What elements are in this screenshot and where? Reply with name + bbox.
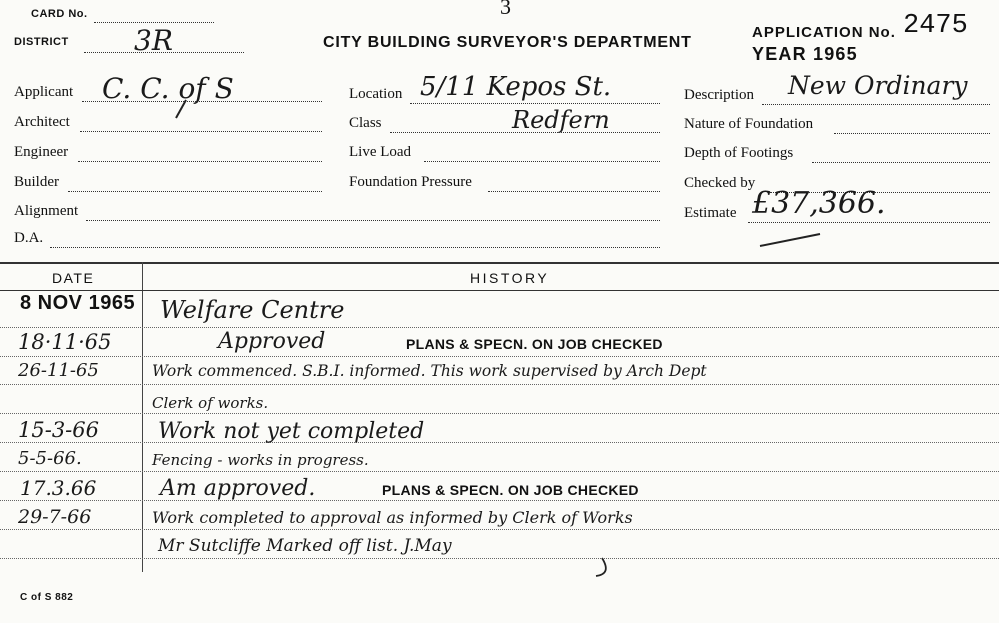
top-mark: 3: [500, 0, 511, 19]
alignment-label: Alignment: [14, 203, 79, 219]
history-entry-stamp: PLANS & SPECN. ON JOB CHECKED: [406, 336, 663, 352]
location-label: Location: [349, 86, 403, 102]
history-entry-text: Work not yet completed: [158, 419, 425, 444]
description-label: Description: [684, 87, 754, 103]
department-title: CITY BUILDING SURVEYOR'S DEPARTMENT: [323, 34, 692, 51]
location-value-2: Redfern: [512, 106, 610, 134]
builder-label: Builder: [14, 174, 59, 190]
history-entry-text: Am approved.: [160, 476, 316, 501]
history-entry-stamp: PLANS & SPECN. ON JOB CHECKED: [382, 482, 639, 498]
history-entry-text: Clerk of works.: [152, 394, 269, 412]
history-entry-date: 18·11·65: [18, 330, 112, 354]
history-entry-date: 17.3.66: [20, 476, 97, 500]
history-entry-text: Work commenced. S.B.I. informed. This work supervised by Arch Dept: [152, 362, 707, 380]
history-entry-text: Mr Sutcliffe Marked off list. J.May: [158, 536, 452, 556]
history-entry-date: 29-7-66: [18, 506, 92, 528]
application-label: APPLICATION No.: [752, 24, 896, 41]
checked-by-label: Checked by: [684, 175, 756, 191]
applicant-value: C. C. of S: [102, 72, 234, 105]
district-value: 3R: [134, 24, 173, 57]
architect-label: Architect: [14, 114, 70, 130]
location-value: 5/11 Kepos St.: [420, 72, 612, 102]
application-number: 2475: [903, 11, 968, 41]
history-entry-date: 15-3-66: [18, 418, 99, 442]
class-label: Class: [349, 115, 382, 131]
form-code: C of S 882: [20, 592, 74, 603]
history-entry-date: 5-5-66.: [18, 448, 82, 469]
live-load-label: Live Load: [349, 144, 412, 160]
nature-of-foundation-label: Nature of Foundation: [684, 116, 814, 132]
district-label: DISTRICT: [14, 36, 69, 48]
depth-of-footings-label: Depth of Footings: [684, 145, 794, 161]
history-entry-text: Work completed to approval as informed by Clerk of Works: [152, 508, 633, 527]
card-no-label: CARD No.: [31, 8, 88, 20]
year-label: YEAR 1965: [752, 44, 858, 64]
estimate-label: Estimate: [684, 205, 737, 221]
da-label: D.A.: [14, 230, 44, 246]
history-entry-text: Approved: [218, 329, 326, 354]
foundation-pressure-label: Foundation Pressure: [349, 174, 472, 190]
history-entry-date: 26-11-65: [18, 360, 99, 381]
history-date-stamp: 8 NOV 1965: [20, 292, 136, 314]
history-entry-text: Welfare Centre: [160, 296, 345, 324]
applicant-label: Applicant: [14, 84, 74, 100]
date-heading: DATE: [52, 270, 95, 286]
history-entry-text: Fencing - works in progress.: [152, 451, 369, 469]
history-heading: HISTORY: [470, 270, 550, 286]
estimate-value: £37,366.: [752, 186, 886, 221]
engineer-label: Engineer: [14, 144, 69, 160]
description-value: New Ordinary: [788, 71, 968, 100]
